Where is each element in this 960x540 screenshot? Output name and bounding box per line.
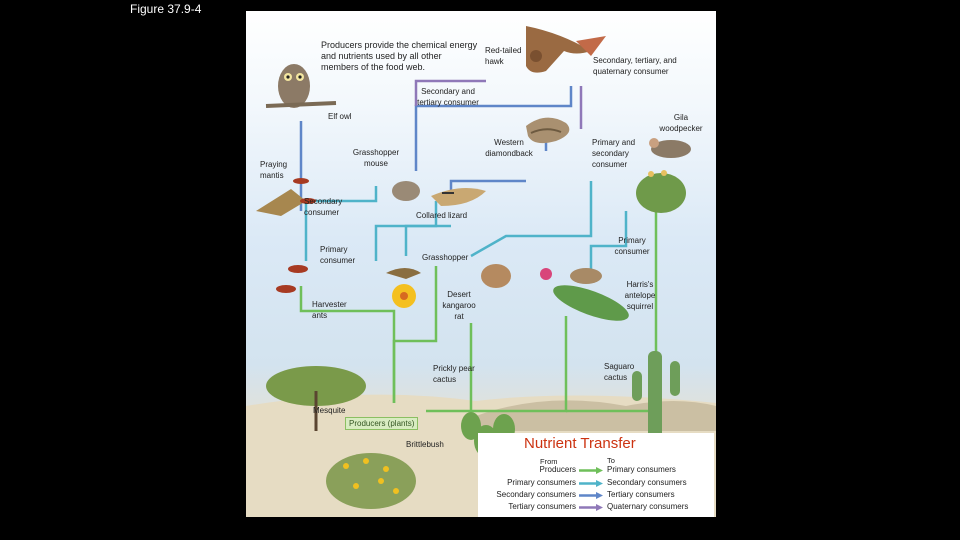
elf-owl-label: Elf owl: [328, 112, 352, 121]
kangaroo-rat-figure: [481, 264, 511, 288]
legend-row-2-from: Primary consumers: [507, 478, 576, 487]
legend-from-header: From: [540, 457, 558, 466]
woodpecker-role-label: Primary and secondary consumer: [592, 138, 636, 169]
mantis-role-label: Secondary consumer: [304, 197, 343, 217]
grasshopper-label: Grasshopper: [422, 253, 469, 262]
gila-woodpecker-figure: [649, 138, 691, 158]
legend-title: Nutrient Transfer: [524, 435, 636, 452]
grasshopper-mouse-figure: [392, 181, 420, 201]
antelope-squirrel-label: Harris's antelope squirrel: [624, 280, 656, 311]
collared-lizard-figure: [431, 188, 486, 206]
figure-label: Figure 37.9-4: [130, 2, 202, 16]
squirrel-role-label: Primary consumer: [614, 236, 650, 256]
legend-row-1-to: Primary consumers: [607, 465, 676, 474]
producers-label: Producers (plants): [345, 417, 418, 430]
legend-row-3-to: Tertiary consumers: [607, 490, 675, 499]
primary-arrow-3: [471, 181, 591, 256]
gila-woodpecker-label: Gila woodpecker: [659, 113, 703, 133]
legend-row-2-to: Secondary consumers: [607, 478, 687, 487]
red-tailed-hawk-label: Red-tailed hawk: [485, 46, 522, 66]
western-diamondback-label: Western diamondback: [485, 138, 533, 158]
nutrient-transfer-legend: [478, 433, 714, 517]
legend-to-header: To: [607, 456, 615, 465]
intro-text: Producers provide the chemical energy and nutrients used by all other members of the food web.: [321, 40, 478, 72]
grasshopper-figure: [386, 268, 421, 308]
food-web-panel: [246, 11, 716, 517]
prickly-pear-label: Prickly pear cactus: [433, 364, 475, 384]
legend-row-4-from: Tertiary consumers: [508, 502, 576, 511]
legend-row-1-from: Producers: [539, 465, 576, 474]
legend-row-4-to: Quaternary consumers: [607, 502, 689, 511]
legend-arrow-4: [579, 503, 603, 512]
brittlebush-label: Brittlebush: [406, 440, 444, 449]
desert-kangaroo-rat-label: Desert kangaroo rat: [442, 290, 476, 321]
praying-mantis-figure: [256, 189, 306, 216]
snake-role-label: Secondary and tertiary consumer: [417, 87, 479, 107]
legend-arrow-3: [579, 491, 603, 500]
legend-arrow-2: [579, 479, 603, 488]
grasshopper-mouse-label: Grasshopper mouse: [352, 148, 400, 168]
ants-role-label: Primary consumer: [320, 245, 356, 265]
legend-arrow-1: [579, 466, 603, 475]
barrel-cactus-figure: [636, 170, 686, 213]
collared-lizard-label: Collared lizard: [416, 211, 468, 220]
brittlebush-figure: [326, 453, 416, 509]
hawk-role-label: Secondary, tertiary, and quaternary consumer: [593, 56, 677, 76]
legend-row-3-from: Secondary consumers: [496, 490, 576, 499]
praying-mantis-label: Praying mantis: [260, 160, 288, 180]
harvester-ants-label: Harvester ants: [312, 300, 347, 320]
mesquite-label: Mesquite: [313, 406, 346, 415]
saguaro-label: Saguaro cactus: [604, 362, 635, 382]
